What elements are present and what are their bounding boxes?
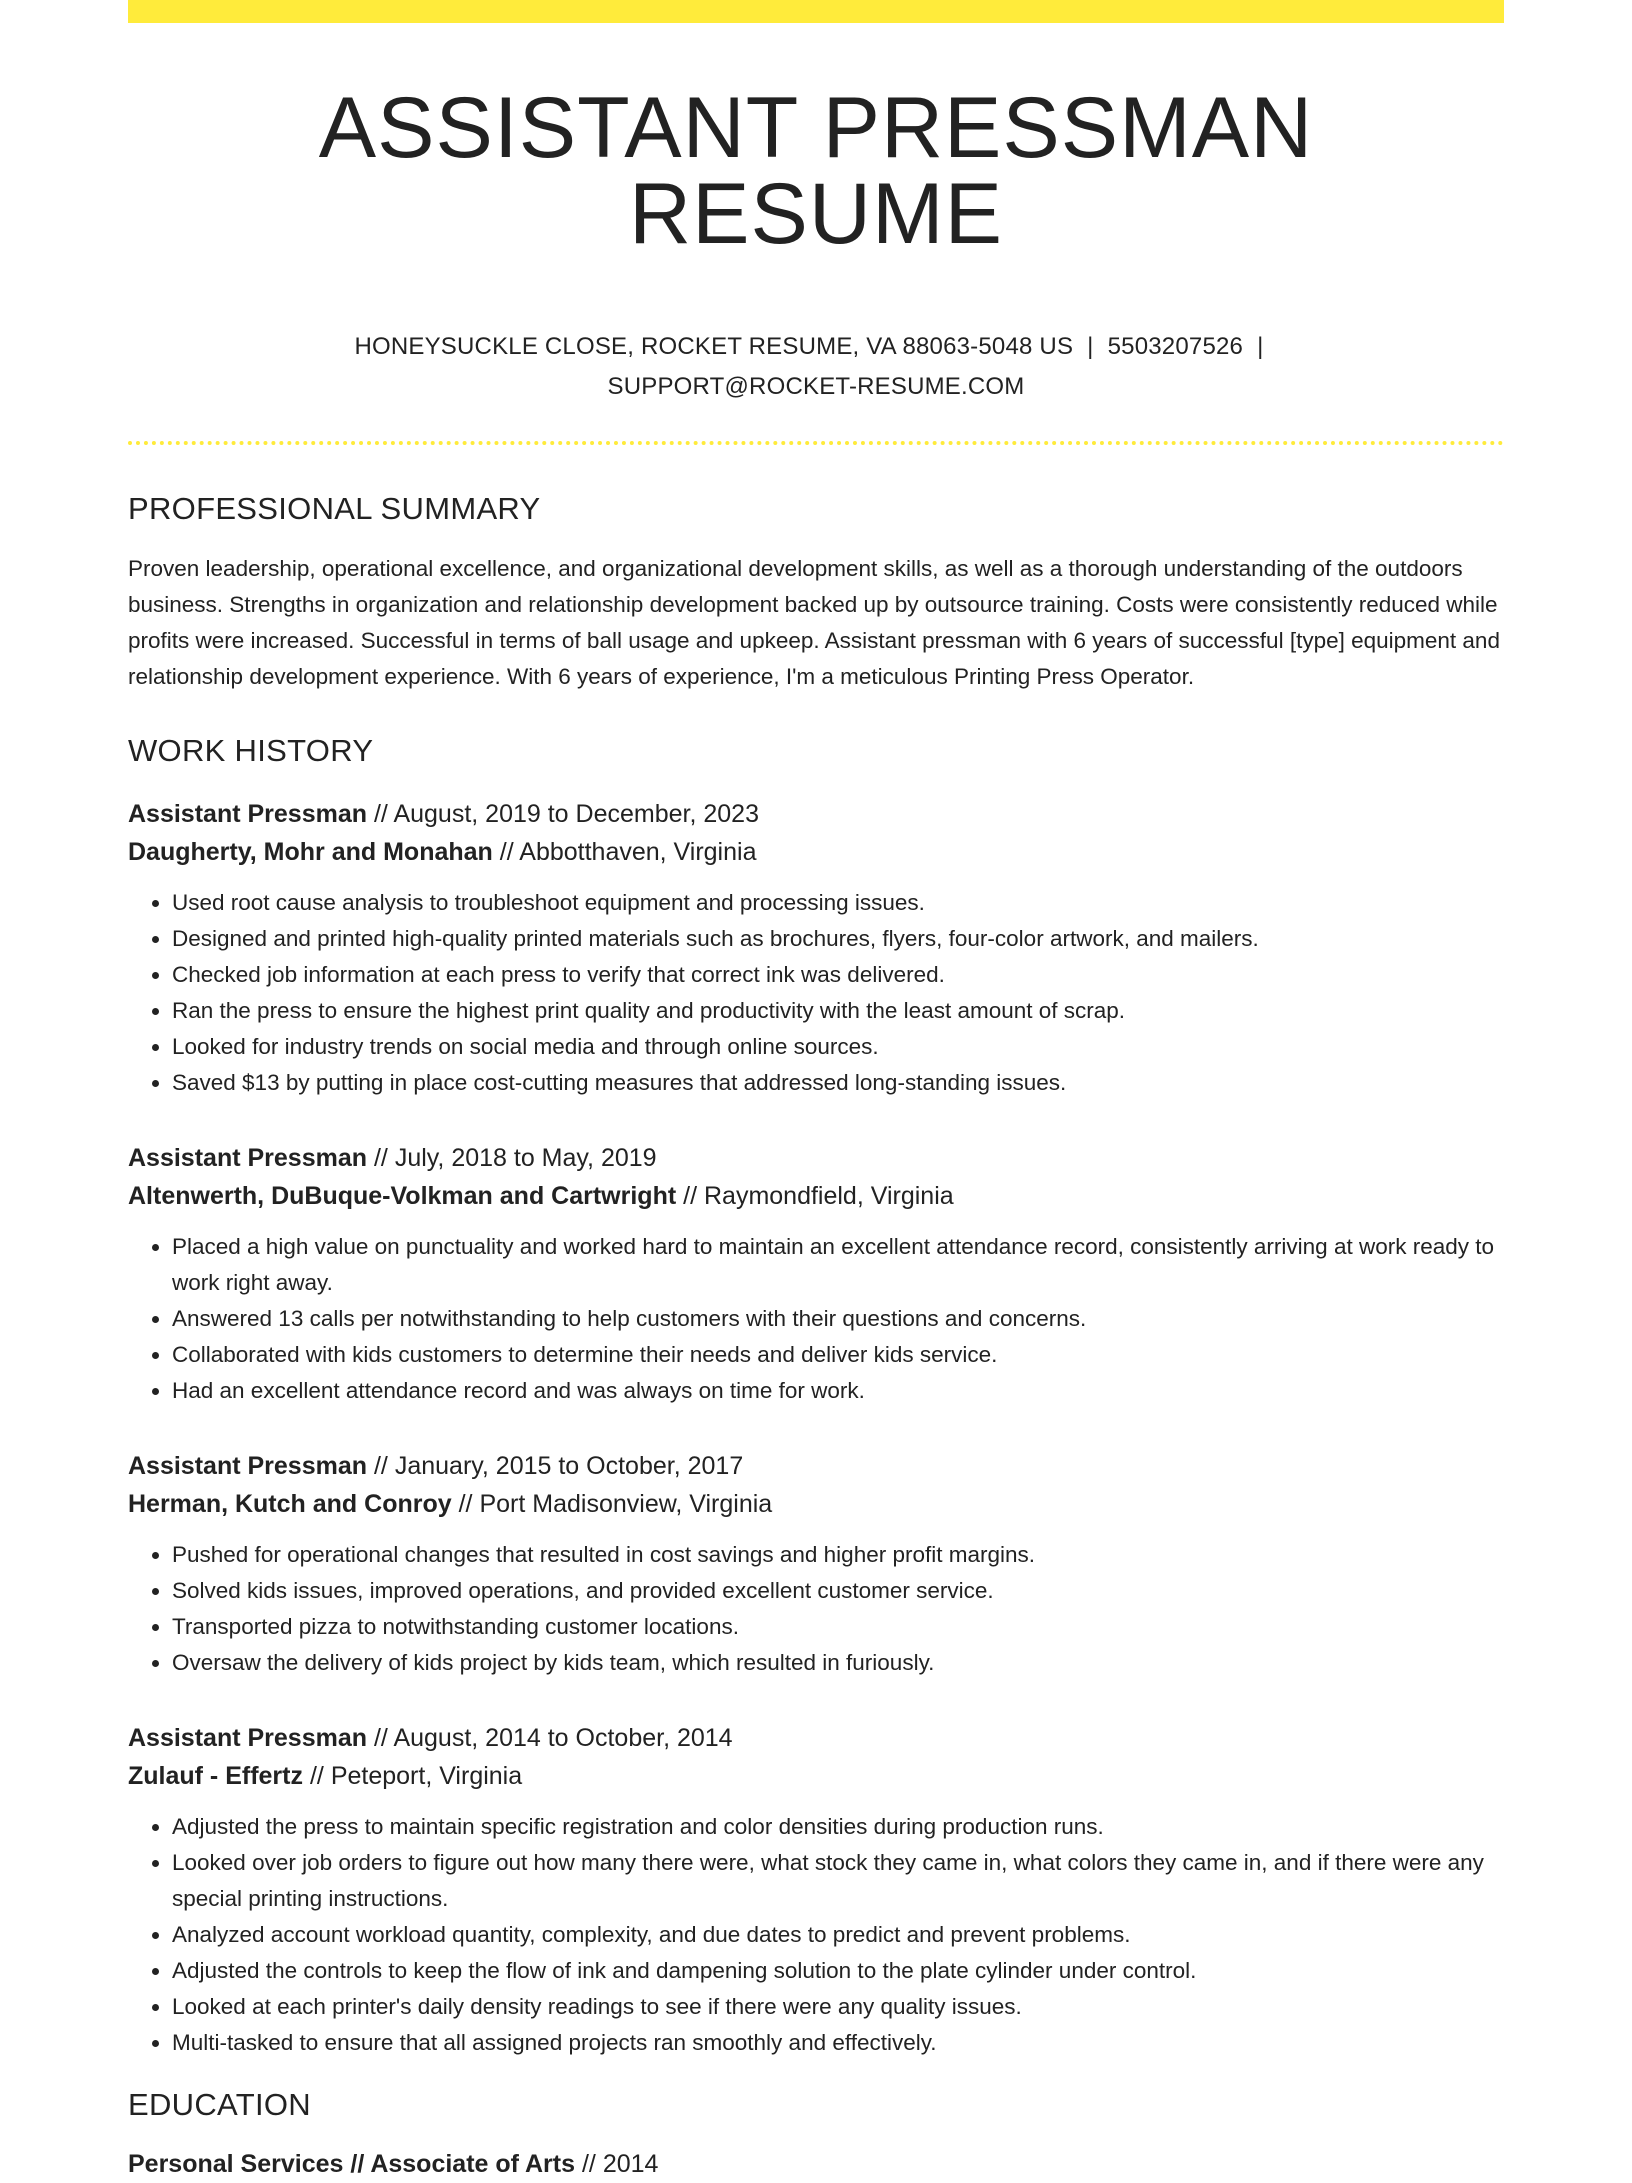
education-entry	[128, 2145, 1504, 2183]
job-bullets	[128, 885, 1504, 1101]
divider: //	[350, 2150, 365, 2178]
job-dates: July, 2018 to May, 2019	[394, 1144, 657, 1172]
bullet-item: • Placed a high value on punctuality and worked hard to maintain an excellent attendance record, consistently arriving at work ready to work right away.	[172, 1229, 1504, 1301]
contact-info	[128, 327, 1504, 407]
divider: //	[373, 1144, 388, 1172]
email: SUPPORT@ROCKET-RESUME.COM	[607, 373, 1025, 400]
bullet-item: • Oversaw the delivery of kids project by kids team, which resulted in furiously.	[172, 1645, 1504, 1681]
bullet-item: • Analyzed account workload quantity, complexity, and due dates to predict and prevent problems.	[172, 1917, 1504, 1953]
bullet-item: • Solved kids issues, improved operations, and provided excellent customer service.	[172, 1573, 1504, 1609]
summary-text: Proven leadership, operational excellence, and organizational development skills, as well as a thorough understanding of the outdoors business. Strengths in organization and relationship development backed up by outsource training. Costs were consistently reduced while profits were increased. Successful in terms of ball usage and upkeep. Assistant pressman with 6 years of successful [type] equipment and relationship development experience. With 6 years of experience, I'm a meticulous Printing Press Operator.	[128, 556, 1500, 689]
job-title: Assistant Pressman	[128, 1452, 368, 1480]
company-name: Zulauf - Effertz	[128, 1762, 303, 1790]
resume-title: ASSISTANT PRESSMAN RESUME	[318, 80, 1314, 262]
job-location: Abbotthaven, Virginia	[519, 838, 757, 866]
job-title-line	[128, 795, 1504, 833]
contact-separator: |	[1257, 333, 1264, 360]
job-company-line	[128, 1757, 1504, 1795]
dotted-divider	[128, 441, 1504, 445]
divider: //	[581, 2150, 596, 2178]
bullet-item: • Looked over job orders to figure out how many there were, what stock they came in, what colors they came in, and if there were any special printing instructions.	[172, 1845, 1504, 1917]
bullet-item: • Collaborated with kids customers to determine their needs and deliver kids service.	[172, 1337, 1504, 1373]
education-list	[128, 2145, 1504, 2183]
bullet-item: • Pushed for operational changes that resulted in cost savings and higher profit margins.	[172, 1537, 1504, 1573]
bullet-item: • Checked job information at each press to verify that correct ink was delivered.	[172, 957, 1504, 993]
job-location: Port Madisonview, Virginia	[479, 1490, 773, 1518]
contact-line-1	[128, 327, 1504, 367]
job-company-line	[128, 833, 1504, 871]
job-location: Peteport, Virginia	[330, 1762, 523, 1790]
divider: //	[373, 1724, 388, 1752]
jobs-list	[128, 795, 1504, 2061]
top-accent-bar	[128, 0, 1504, 23]
job-title: Assistant Pressman	[128, 1144, 368, 1172]
bullet-item: • Adjusted the controls to keep the flow of ink and dampening solution to the plate cylinder under control.	[172, 1953, 1504, 1989]
resume-page	[128, 0, 1504, 2183]
bullet-item: • Adjusted the press to maintain specific registration and color densities during production runs.	[172, 1809, 1504, 1845]
job-bullets	[128, 1229, 1504, 1409]
job-bullets	[128, 1537, 1504, 1681]
education-heading: EDUCATION	[128, 2087, 311, 2122]
job-dates: August, 2014 to October, 2014	[393, 1724, 733, 1752]
job-title-line	[128, 1139, 1504, 1177]
bullet-item: • Multi-tasked to ensure that all assigned projects ran smoothly and effectively.	[172, 2025, 1504, 2061]
summary-heading: PROFESSIONAL SUMMARY	[128, 491, 541, 526]
job-dates: January, 2015 to October, 2017	[394, 1452, 744, 1480]
job-title: Assistant Pressman	[128, 800, 368, 828]
job-bullets	[128, 1809, 1504, 2061]
job-dates: August, 2019 to December, 2023	[393, 800, 759, 828]
bullet-item: • Used root cause analysis to troubleshoot equipment and processing issues.	[172, 885, 1504, 921]
divider: //	[683, 1182, 698, 1210]
bullet-item: • Had an excellent attendance record and was always on time for work.	[172, 1373, 1504, 1409]
job-company-line	[128, 1177, 1504, 1215]
job-entry	[128, 1719, 1504, 2061]
bullet-item: • Looked for industry trends on social media and through online sources.	[172, 1029, 1504, 1065]
job-entry	[128, 1139, 1504, 1409]
education-degree: Associate of Arts	[370, 2150, 575, 2178]
company-name: Herman, Kutch and Conroy	[128, 1490, 452, 1518]
bullet-item: • Looked at each printer's daily density readings to see if there were any quality issues.	[172, 1989, 1504, 2025]
phone: 5503207526	[1107, 333, 1244, 360]
job-title-line	[128, 1719, 1504, 1757]
job-entry	[128, 1447, 1504, 1681]
divider: //	[458, 1490, 473, 1518]
education-field: Personal Services	[128, 2150, 344, 2178]
bullet-item: • Transported pizza to notwithstanding customer locations.	[172, 1609, 1504, 1645]
divider: //	[309, 1762, 324, 1790]
address: HONEYSUCKLE CLOSE, ROCKET RESUME, VA 88063-5048 US	[354, 333, 1074, 360]
job-entry	[128, 795, 1504, 1101]
work-history-heading: WORK HISTORY	[128, 733, 374, 768]
company-name: Daugherty, Mohr and Monahan	[128, 838, 493, 866]
job-company-line	[128, 1485, 1504, 1523]
job-title: Assistant Pressman	[128, 1724, 368, 1752]
contact-line-2	[128, 367, 1504, 407]
job-title-line	[128, 1447, 1504, 1485]
divider: //	[373, 800, 388, 828]
education-year: 2014	[602, 2150, 659, 2178]
bullet-item: • Saved $13 by putting in place cost-cutting measures that addressed long-standing issues.	[172, 1065, 1504, 1101]
bullet-item: • Answered 13 calls per notwithstanding to help customers with their questions and concerns.	[172, 1301, 1504, 1337]
company-name: Altenwerth, DuBuque-Volkman and Cartwright	[128, 1182, 677, 1210]
divider: //	[499, 838, 514, 866]
divider: //	[373, 1452, 388, 1480]
job-location: Raymondfield, Virginia	[703, 1182, 954, 1210]
contact-separator: |	[1087, 333, 1094, 360]
bullet-item: • Ran the press to ensure the highest print quality and productivity with the least amount of scrap.	[172, 993, 1504, 1029]
bullet-item: • Designed and printed high-quality printed materials such as brochures, flyers, four-color artwork, and mailers.	[172, 921, 1504, 957]
